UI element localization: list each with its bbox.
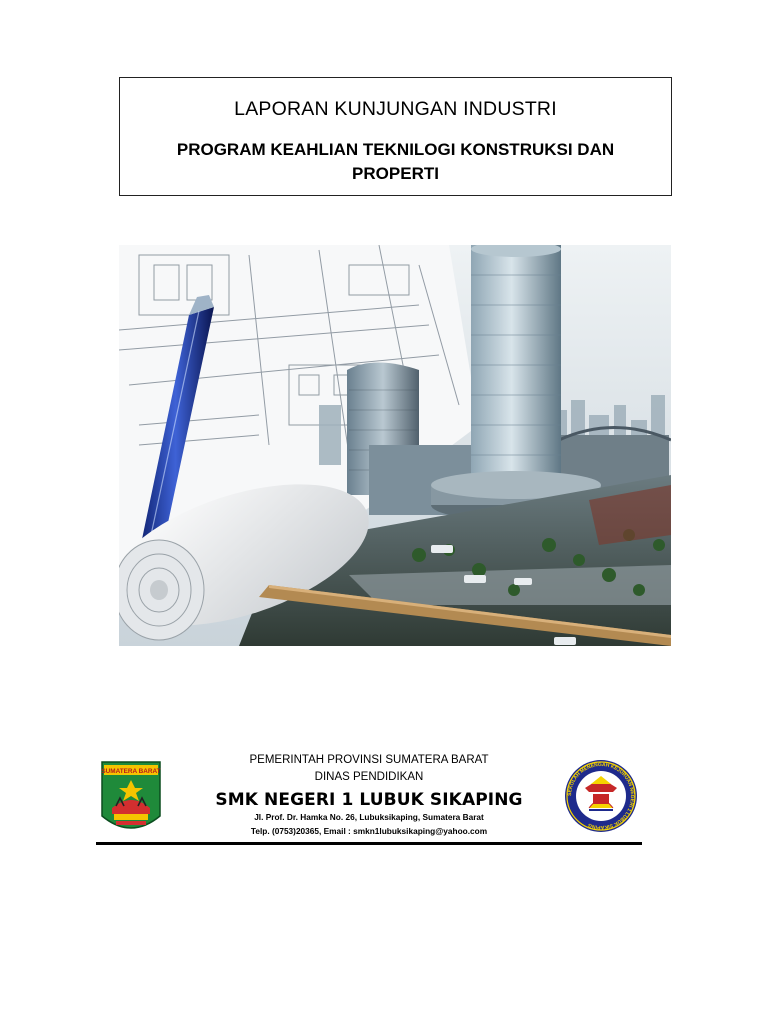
letterhead-divider	[96, 842, 642, 845]
school-address: Jl. Prof. Dr. Hamka No. 26, Lubuksikaping, Sumatera Barat	[254, 812, 484, 822]
subtitle-line-1: PROGRAM KEAHLIAN TEKNILOGI KONSTRUKSI DAN	[176, 140, 615, 159]
school-letterhead	[96, 750, 642, 850]
title-box	[119, 77, 672, 196]
government-name: PEMERINTAH PROVINSI SUMATERA BARAT	[249, 754, 489, 766]
school-name: SMK NEGERI 1 LUBUK SIKAPING	[215, 790, 523, 810]
sumatera-barat-emblem-icon	[100, 760, 162, 836]
smk-school-emblem-icon	[563, 758, 639, 834]
department-name: DINAS PENDIDIKAN	[314, 771, 424, 783]
subtitle-line-2: PROPERTI	[352, 164, 439, 183]
emblem-banner-text: SUMATERA BARAT	[101, 768, 161, 775]
report-subtitle	[140, 138, 651, 186]
cover-image	[119, 245, 671, 646]
school-contact: Telp. (0753)20365, Email : smkn1lubuksikaping@yahoo.com	[250, 826, 488, 836]
emblem-ring-text: SEKOLAH MENENGAH KEJURUAN NEGERI 1 LUBUK SIKAPING	[566, 761, 636, 831]
report-title: LAPORAN KUNJUNGAN INDUSTRI	[234, 98, 557, 120]
